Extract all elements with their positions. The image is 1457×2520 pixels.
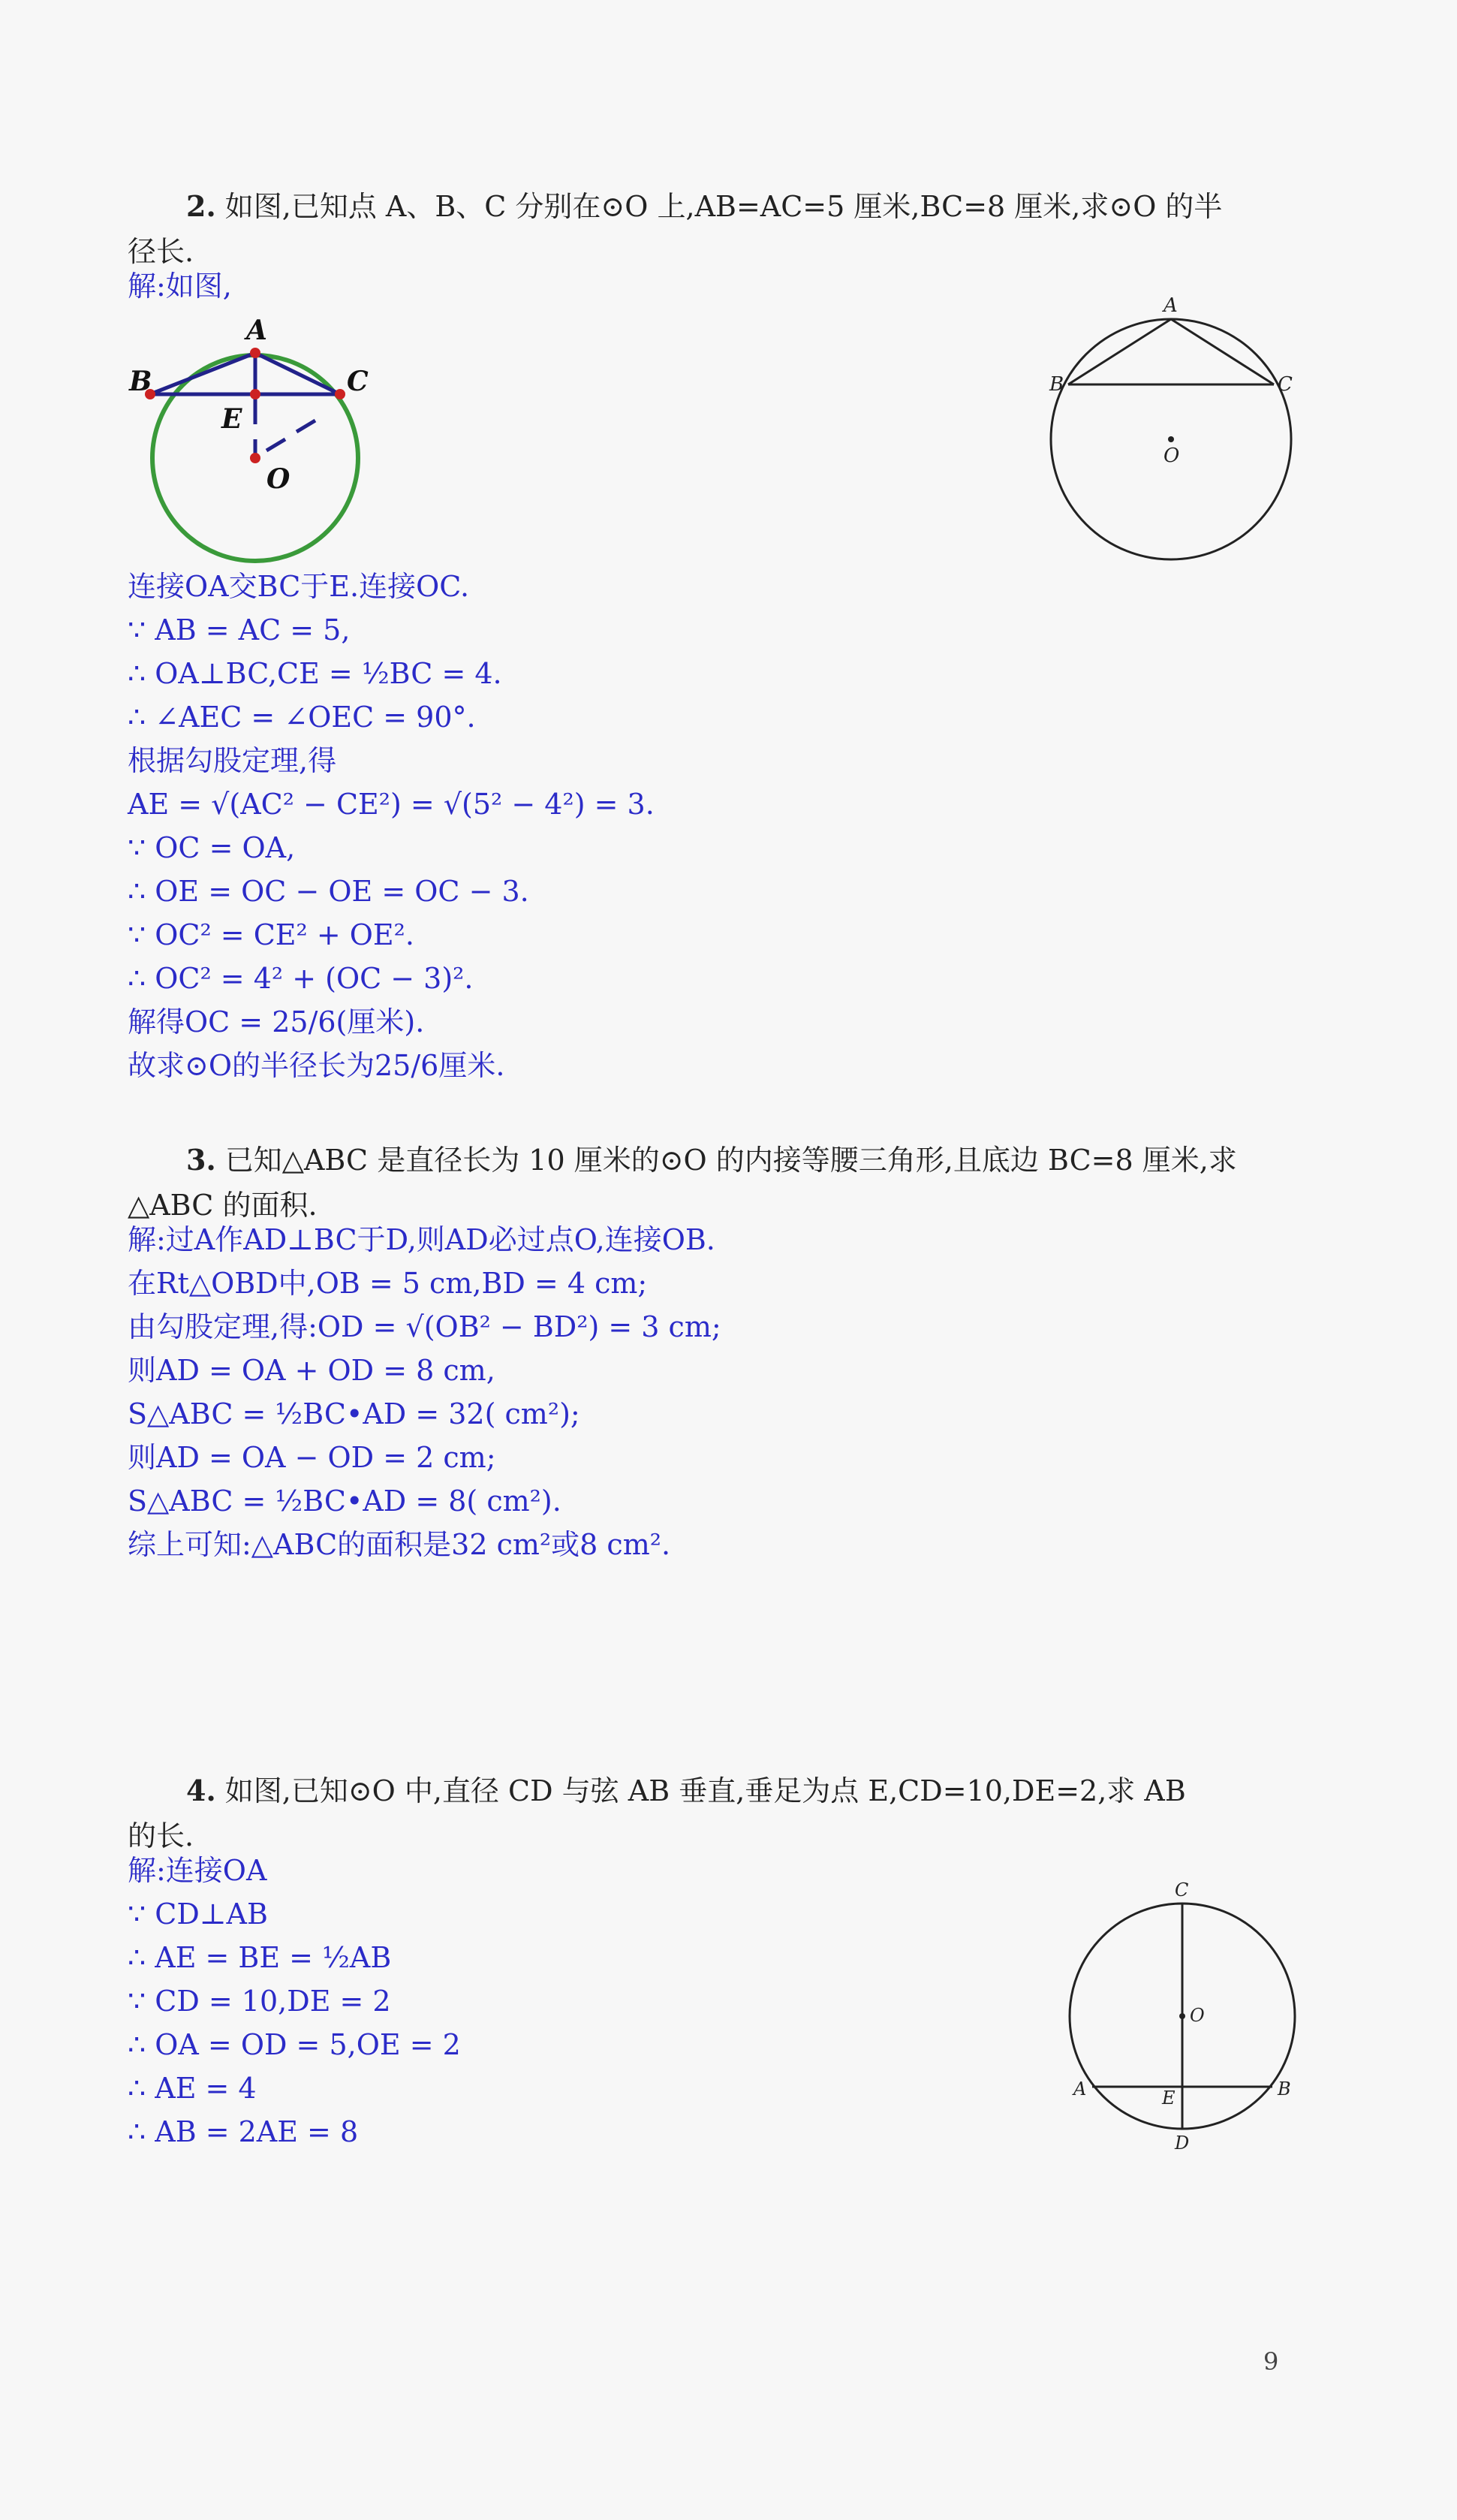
q4-text2: 的长. (128, 1819, 194, 1852)
q4-sol-line: ∴ AE = BE = ½AB (128, 1941, 392, 1974)
q4-solution (128, 1849, 461, 2154)
q4-label-E: E (1162, 2087, 1176, 2109)
q3-sol-line: 综上可知:△ABC的面积是32 cm²或8 cm². (128, 1528, 671, 1561)
q2-solution-intro (128, 264, 232, 308)
q2-text2: 径长. (128, 235, 194, 268)
q4-sol-line: ∴ OA = OD = 5,OE = 2 (128, 2028, 461, 2061)
q2-label-O: O (266, 463, 290, 495)
q2-statement (128, 184, 1329, 274)
q2-label-C: C (347, 366, 369, 397)
q3-number: 3. (186, 1143, 216, 1177)
q4-label-B: B (1278, 2078, 1291, 2099)
q2-right-label-A: A (1163, 294, 1178, 317)
q3-sol-line: S△ABC = ½BC•AD = 8( cm²). (128, 1485, 561, 1518)
q2-figure-right (1036, 293, 1306, 563)
q2-right-label-C: C (1278, 373, 1293, 396)
q3-sol-line: 解:过A作AD⊥BC于D,则AD必过点O,连接OB. (128, 1223, 715, 1256)
q2-sol-line: ∴ ∠AEC = ∠OEC = 90°. (128, 701, 476, 734)
q2-sol-line: ∵ OC = OA, (128, 831, 296, 864)
q2-sol-line: ∴ OC² = 4² + (OC − 3)². (128, 962, 474, 995)
q4-statement (128, 1768, 1329, 1858)
q2-sol-line: 故求⊙O的半径长为25/6厘米. (128, 1049, 505, 1082)
q2-sol-line: 根据勾股定理,得 (128, 744, 337, 777)
q4-label-C: C (1175, 1879, 1189, 1901)
q4-sol-line: 解:连接OA (128, 1854, 267, 1887)
q4-label-O: O (1190, 2005, 1205, 2026)
q4-sol-line: ∴ AB = 2AE = 8 (128, 2115, 359, 2148)
q4-text: 如图,已知⊙O 中,直径 CD 与弦 AB 垂直,垂足为点 E,CD=10,DE=2,求 AB (215, 1774, 1186, 1807)
q2-label-E: E (221, 403, 242, 435)
q3-sol-line: 在Rt△OBD中,OB = 5 cm,BD = 4 cm; (128, 1267, 648, 1300)
q3-sol-line: 则AD = OA + OD = 8 cm, (128, 1354, 495, 1387)
q2-right-label-O: O (1163, 445, 1180, 467)
q4-figure (1066, 1877, 1314, 2163)
q4-label-D: D (1175, 2133, 1190, 2154)
q4-sol-line: ∵ CD⊥AB (128, 1898, 268, 1931)
q3-sol-line: S△ABC = ½BC•AD = 32( cm²); (128, 1397, 580, 1430)
q3-solution (128, 1218, 721, 1566)
q2-sol-line: ∴ OA⊥BC,CE = ½BC = 4. (128, 657, 502, 690)
q2-number: 2. (186, 189, 216, 223)
q3-statement (128, 1138, 1329, 1228)
q4-number: 4. (186, 1774, 216, 1807)
q2-sol-line: 解:如图, (128, 270, 232, 303)
q4-sol-line: ∵ CD = 10,DE = 2 (128, 1985, 391, 2018)
q3-sol-line: 则AD = OA − OD = 2 cm; (128, 1441, 496, 1474)
q2-text: 如图,已知点 A、B、C 分别在⊙O 上,AB=AC=5 厘米,BC=8 厘米,求⊙O 的半 (215, 190, 1223, 223)
q2-label-A: A (246, 315, 267, 346)
q2-figure-colored (128, 308, 383, 563)
q4-sol-line: ∴ AE = 4 (128, 2072, 257, 2105)
q2-sol-line: 连接OA交BC于E.连接OC. (128, 570, 470, 603)
q2-label-B: B (129, 366, 152, 397)
q2-sol-line: 解得OC = 25/6(厘米). (128, 1005, 425, 1038)
q3-sol-line: 由勾股定理,得:OD = √(OB² − BD²) = 3 cm; (128, 1310, 721, 1343)
page-number: 9 (1263, 2347, 1279, 2376)
q2-sol-line: ∵ OC² = CE² + OE². (128, 918, 414, 951)
q3-text2: △ABC 的面积. (128, 1189, 318, 1222)
q2-sol-line: AE = √(AC² − CE²) = √(5² − 4²) = 3. (128, 788, 655, 821)
q4-label-A: A (1073, 2078, 1087, 2099)
q2-sol-line: ∴ OE = OC − OE = OC − 3. (128, 875, 529, 908)
q2-right-label-B: B (1049, 373, 1064, 396)
q3-text: 已知△ABC 是直径长为 10 厘米的⊙O 的内接等腰三角形,且底边 BC=8 厘米,求 (215, 1144, 1237, 1177)
q2-sol-line: ∵ AB = AC = 5, (128, 613, 351, 647)
q2-solution (128, 565, 655, 1087)
